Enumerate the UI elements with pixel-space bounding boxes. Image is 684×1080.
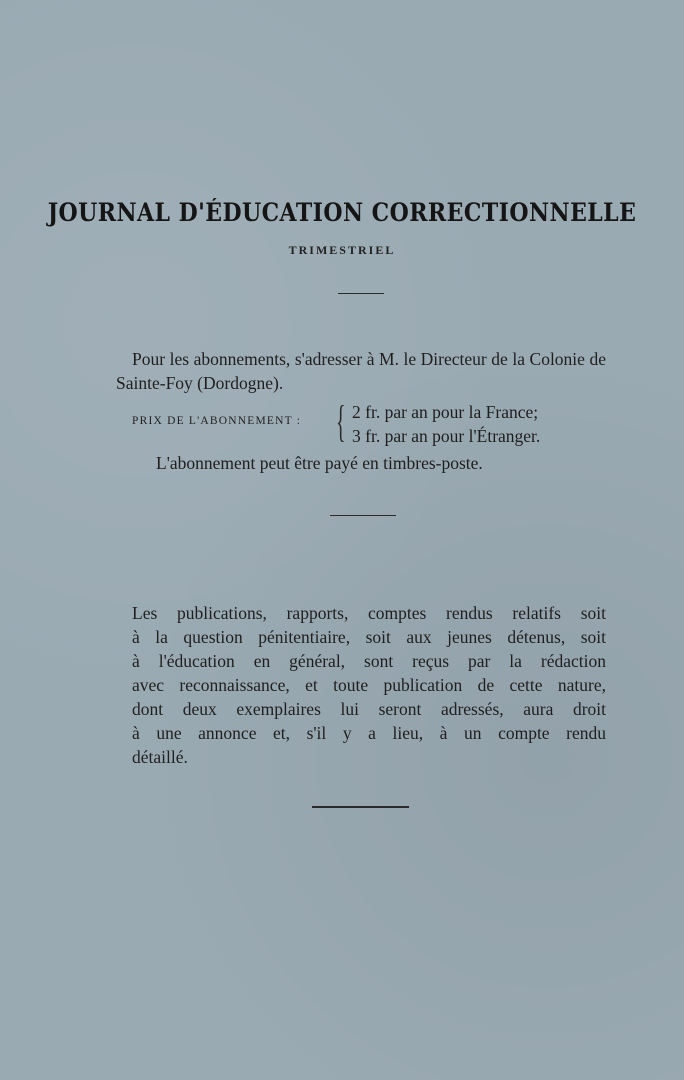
journal-frequency: TRIMESTRIEL <box>288 243 396 257</box>
price-france: 2 fr. par an pour la France; <box>352 402 539 422</box>
price-block <box>132 397 612 448</box>
paragraph-line: à la question pénitentiaire, soit aux jeunes détenus, soit <box>132 627 606 647</box>
divider-rule <box>330 515 396 516</box>
paragraph-line: Les publications, rapports, comptes rendus relatifs soit <box>132 603 606 623</box>
end-rule <box>312 806 409 808</box>
subscription-paragraph: Pour les abonnements, s'adresser à M. le Directeur de la Colonie de Sainte-Foy (Dordogne). <box>116 349 606 393</box>
paragraph-line: à l'éducation en général, sont reçus par la rédaction <box>132 651 606 671</box>
divider-rule <box>338 293 384 294</box>
brace-glyph: { <box>336 397 346 446</box>
paragraph-line: dont deux exemplaires lui seront adressés, aura droit <box>132 699 606 719</box>
payment-note: L'abonnement peut être payé en timbres-poste. <box>156 453 483 473</box>
paragraph-line: avec reconnaissance, et toute publication de cette nature, <box>132 675 606 695</box>
publications-paragraph <box>116 601 606 769</box>
price-abroad: 3 fr. par an pour l'Étranger. <box>352 426 541 446</box>
journal-title: JOURNAL D'ÉDUCATION CORRECTIONNELLE <box>47 198 637 227</box>
paragraph-line: détaillé. <box>132 747 188 767</box>
price-label: PRIX DE L'ABONNEMENT : <box>132 415 302 427</box>
paragraph-line: à une annonce et, s'il y a lieu, à un compte rendu <box>132 723 606 743</box>
